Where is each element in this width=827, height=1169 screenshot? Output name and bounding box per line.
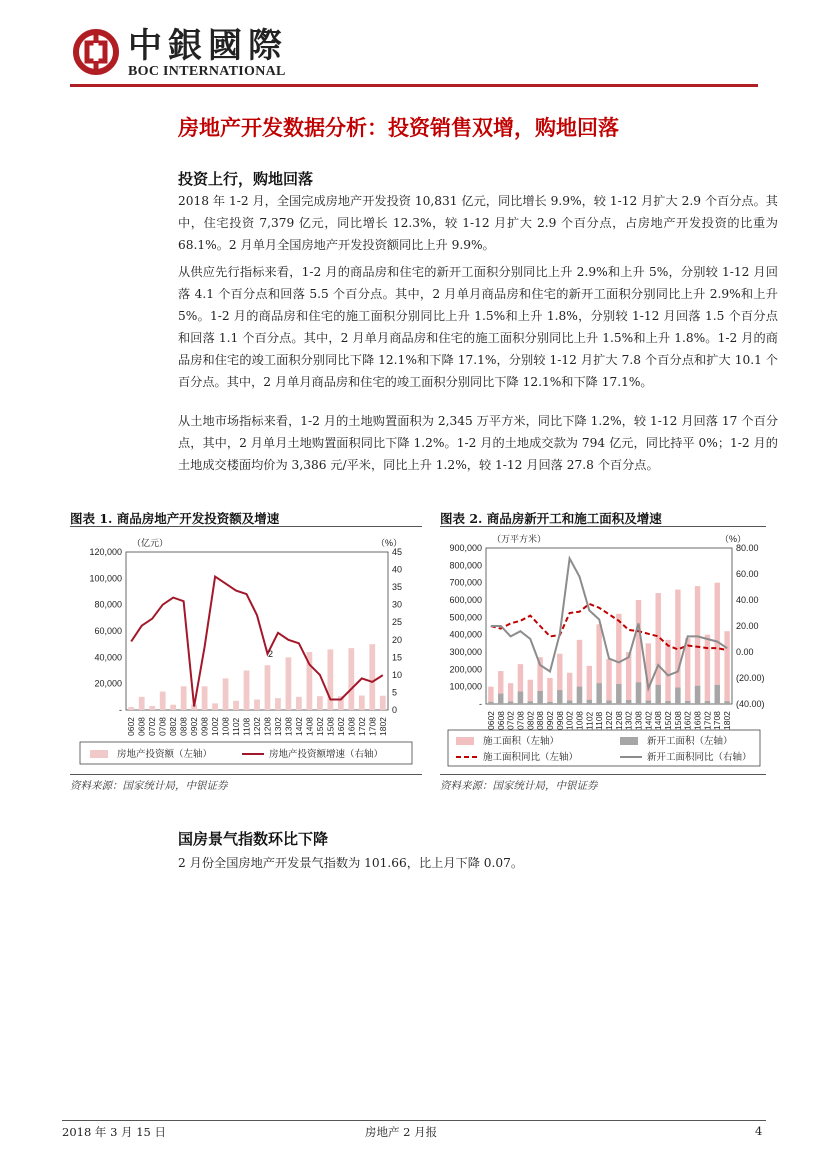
left-tick-label: 500,000 — [449, 612, 482, 623]
x-tick-label: 1202 — [604, 711, 614, 730]
legend-swatch — [90, 750, 108, 758]
right-tick-label: 80.00 — [736, 543, 759, 553]
bar — [139, 697, 145, 710]
right-tick-label: 40.00 — [736, 595, 759, 605]
bar — [675, 688, 680, 704]
left-tick-label: 20,000 — [94, 678, 122, 689]
bar — [488, 687, 493, 704]
page-number: 4 — [755, 1124, 763, 1138]
bar — [160, 692, 166, 710]
right-tick-label: 30 — [392, 599, 403, 610]
brand-name-en: BOC INTERNATIONAL — [128, 64, 286, 79]
bar — [128, 707, 134, 710]
bar — [286, 657, 292, 710]
paragraph-climate-index: 2 月份全国房地产开发景气指数为 101.66，比上月下降 0.07。 — [178, 856, 524, 870]
bar — [616, 684, 621, 704]
bar — [254, 699, 260, 710]
x-tick-label: 1008 — [220, 717, 231, 736]
paragraph-land: 从土地市场指标来看，1-2 月的土地购置面积为 2,345 万平方米，同比下降 1.2%，较 1-12 月回落 17 个百分点，其中，2 月单月土地购置面积同比下降 1.2%。1-2 月的土地成交款为 794 亿元，同比持平 0%；1-2 月的土地成交楼面均价为 3,386 元/平米，同比上升 1.2%，较 1-12 月回落 27.8 个百分点。 — [178, 414, 778, 472]
legend-label: 新开工面积同比（右轴） — [647, 752, 752, 763]
right-tick-label: (20.00) — [736, 673, 765, 683]
bar — [606, 659, 611, 704]
header-rule — [70, 84, 758, 87]
x-tick-label: 1608 — [692, 711, 703, 730]
x-tick-label: 1708 — [712, 711, 723, 730]
x-tick-label: 1502 — [663, 711, 674, 730]
left-tick-label: 800,000 — [449, 560, 482, 571]
x-tick-label: 1602 — [335, 717, 346, 736]
x-tick-label: 1202 — [252, 717, 262, 736]
x-tick-label: 0708 — [515, 711, 526, 730]
legend-swatch — [456, 737, 474, 745]
bar — [317, 696, 323, 710]
left-tick-label: 300,000 — [449, 647, 482, 657]
x-tick-label: 0708 — [157, 717, 168, 736]
series-line — [131, 577, 383, 707]
bar — [223, 678, 229, 710]
left-tick-label: 100,000 — [449, 681, 482, 692]
x-tick-label: 1308 — [283, 717, 294, 736]
x-tick-label: 0608 — [495, 711, 506, 730]
x-tick-label: 1102 — [231, 717, 242, 736]
footer-rule — [62, 1120, 766, 1121]
x-tick-label: 1602 — [682, 711, 693, 730]
bar — [636, 682, 641, 704]
bar — [724, 631, 729, 704]
x-tick-label: 1508 — [672, 711, 683, 730]
right-axis-unit: （%） — [376, 538, 403, 548]
legend-label: 施工面积同比（左轴） — [483, 752, 579, 763]
right-tick-label: (40.00) — [736, 699, 765, 709]
x-tick-label: 1108 — [241, 717, 252, 736]
right-tick-label: 10 — [392, 669, 403, 680]
bar — [695, 686, 700, 704]
footer-date: 2018 年 3 月 15 日 — [62, 1125, 166, 1139]
footer-report-name: 房地产 2 月报 — [365, 1125, 438, 1139]
x-tick-label: 1802 — [722, 711, 733, 730]
legend-swatch — [620, 737, 638, 745]
bar — [655, 685, 660, 704]
bar — [244, 671, 250, 711]
x-tick-label: 0602 — [485, 711, 496, 730]
right-tick-label: 25 — [392, 617, 403, 628]
left-tick-label: - — [119, 705, 122, 715]
left-tick-label: 400,000 — [449, 629, 482, 640]
right-axis-unit: （%） — [720, 534, 747, 544]
x-tick-label: 0802 — [168, 717, 179, 736]
bar — [233, 701, 239, 710]
section-heading-climate-index: 国房景气指数环比下降 — [178, 830, 329, 848]
bar — [587, 666, 592, 704]
x-tick-label: 1302 — [623, 711, 634, 730]
bar — [327, 649, 333, 710]
bar — [508, 702, 513, 704]
right-tick-label: 40 — [392, 564, 403, 575]
chart1 — [70, 530, 422, 770]
bar — [498, 694, 503, 704]
bar — [508, 683, 513, 704]
left-axis-unit: （亿元） — [132, 538, 169, 548]
right-tick-label: 0 — [392, 705, 398, 715]
left-tick-label: 60,000 — [94, 626, 122, 636]
bar — [202, 686, 208, 710]
bar — [537, 691, 542, 704]
boc-logo-icon — [72, 28, 120, 76]
bar — [685, 701, 690, 704]
x-tick-label: 1002 — [210, 717, 221, 736]
bar — [518, 692, 523, 704]
bar — [275, 698, 281, 710]
left-tick-label: 40,000 — [94, 652, 122, 663]
left-tick-label: 100,000 — [89, 573, 122, 584]
left-tick-label: 80,000 — [94, 599, 122, 610]
bar — [715, 685, 720, 704]
chart2-title-rule — [440, 526, 766, 527]
bar — [170, 705, 176, 710]
x-tick-label: 1708 — [367, 717, 378, 736]
bar — [606, 701, 611, 704]
x-tick-label: 1502 — [314, 717, 325, 736]
x-tick-label: 1402 — [293, 717, 304, 736]
right-tick-label: 0.00 — [736, 647, 754, 657]
x-tick-label: 0702 — [505, 711, 516, 730]
bar — [577, 687, 582, 704]
x-tick-label: 1208 — [262, 717, 273, 736]
bar — [149, 706, 155, 710]
legend-label: 房地产投资额增速（右轴） — [269, 749, 384, 760]
x-tick-label: 0908 — [554, 711, 565, 730]
chart1-title-rule — [70, 526, 422, 527]
x-tick-label: 1402 — [643, 711, 654, 730]
x-tick-label: 1702 — [356, 717, 367, 736]
x-tick-label: 0802 — [525, 711, 536, 730]
right-tick-label: 60.00 — [736, 569, 759, 579]
bar — [665, 701, 670, 704]
right-tick-label: 45 — [392, 547, 403, 557]
x-tick-label: 0702 — [147, 717, 158, 736]
report-title: 房地产开发数据分析：投资销售双增，购地回落 — [178, 115, 619, 140]
paragraph-investment: 2018 年 1-2 月，全国完成房地产开发投资 10,831 亿元，同比增长 9.9%，较 1-12 月扩大 2.9 个百分点。其中，住宅投资 7,379 亿元，同比增长 12.3%，较 1-12 月扩大 2.9 个百分点，占房地产开发投资的比重为 68.1%。2 月单月全国房地产开发投资额同比上升 9.9%。 — [178, 194, 778, 252]
x-tick-label: 1102 — [584, 711, 595, 730]
chart1-title: 图表 1. 商品房地产开发投资额及增速 — [70, 511, 280, 526]
right-tick-label: 5 — [392, 687, 398, 698]
bar — [557, 690, 562, 704]
x-tick-label: 0902 — [544, 711, 555, 730]
x-tick-label: 1408 — [304, 717, 315, 736]
right-tick-label: 15 — [392, 652, 403, 663]
x-tick-label: 1108 — [594, 711, 605, 730]
x-tick-label: 0808 — [178, 717, 189, 736]
right-tick-label: 20 — [392, 634, 403, 645]
chart2-bottom-rule — [440, 774, 766, 775]
bar — [724, 701, 729, 704]
bar — [380, 696, 386, 710]
left-tick-label: 600,000 — [449, 595, 482, 605]
left-axis-unit: （万平方米） — [492, 534, 547, 544]
bar — [528, 701, 533, 704]
x-tick-label: 1302 — [272, 717, 283, 736]
legend-label: 新开工面积（左轴） — [647, 736, 733, 747]
bar — [212, 703, 218, 710]
paragraph-supply: 从供应先行指标来看，1-2 月的商品房和住宅的新开工面积分别同比上升 2.9%和上升 5%，分别较 1-12 月回落 4.1 个百分点和回落 5.5 个百分点。其中，2 月单月商品房和住宅的新开工面积分别同比上升 2.9%和上升 5%。1-2 月的商品房和住宅的施工面积分别同比上升 1.5%和上升 1.8%，分别较 1-12 月回落 1.5 个百分点和回落 1.1 个百分点。其中，2 月单月商品房和住宅的施工面积分别同比上升 1.5%和上升 1.8%。1-2 月的商品房和住宅的竣工面积分别同比下降 12.1%和下降 17.1%，分别较 1-12 月扩大 7.8 个百分点和扩大 10.1 个百分点。其中，2 月单月商品房和住宅的竣工面积分别同比下降 12.1%和下降 17.1%。 — [178, 265, 778, 389]
left-tick-label: 900,000 — [449, 543, 482, 553]
x-tick-label: 1508 — [325, 717, 336, 736]
x-tick-label: 0908 — [199, 717, 210, 736]
left-tick-label: - — [479, 699, 482, 709]
x-tick-label: 1008 — [574, 711, 585, 730]
bar — [547, 702, 552, 704]
bar — [587, 700, 592, 704]
bar — [675, 590, 680, 704]
bar — [596, 683, 601, 704]
x-tick-label: 0902 — [189, 717, 200, 736]
x-tick-label: 1702 — [702, 711, 713, 730]
legend-label: 施工面积（左轴） — [483, 736, 560, 747]
section-heading-investment: 投资上行，购地回落 — [178, 170, 314, 188]
bar — [528, 680, 533, 704]
series-line — [491, 604, 727, 650]
bar — [646, 701, 651, 704]
bar — [369, 644, 375, 710]
bar — [626, 700, 631, 704]
brand-name-cn: 中銀國際 — [128, 26, 288, 66]
x-tick-label: 0608 — [136, 717, 147, 736]
bar — [705, 701, 710, 704]
bar — [705, 635, 710, 704]
x-tick-label: 1308 — [633, 711, 644, 730]
chart-annotation: 2 — [268, 649, 274, 659]
x-tick-label: 1208 — [613, 711, 624, 730]
legend-label: 房地产投资额（左轴） — [117, 749, 213, 760]
chart1-source: 资料来源：国家统计局，中银证券 — [70, 780, 228, 792]
right-tick-label: 20.00 — [736, 621, 759, 631]
x-tick-label: 1802 — [377, 717, 388, 736]
x-tick-label: 1408 — [653, 711, 664, 730]
bar — [359, 696, 365, 710]
left-tick-label: 120,000 — [89, 547, 122, 557]
left-tick-label: 700,000 — [449, 577, 482, 588]
bar — [265, 665, 271, 710]
bar — [547, 678, 552, 704]
bar — [348, 648, 354, 710]
chart1-bottom-rule — [70, 774, 422, 775]
bar — [296, 697, 302, 710]
chart2 — [440, 530, 766, 770]
left-tick-label: 200,000 — [449, 664, 482, 675]
x-tick-label: 0808 — [535, 711, 546, 730]
bar — [665, 640, 670, 704]
bar — [567, 701, 572, 704]
bar — [181, 686, 187, 710]
chart2-source: 资料来源：国家统计局，中银证券 — [440, 780, 598, 792]
right-tick-label: 35 — [392, 582, 403, 593]
chart2-title: 图表 2. 商品房新开工和施工面积及增速 — [440, 511, 662, 526]
x-tick-label: 0602 — [126, 717, 137, 736]
bar — [685, 638, 690, 704]
x-tick-label: 1002 — [564, 711, 575, 730]
bar — [626, 652, 631, 704]
x-tick-label: 1608 — [346, 717, 357, 736]
bar — [567, 673, 572, 704]
bar — [488, 702, 493, 704]
